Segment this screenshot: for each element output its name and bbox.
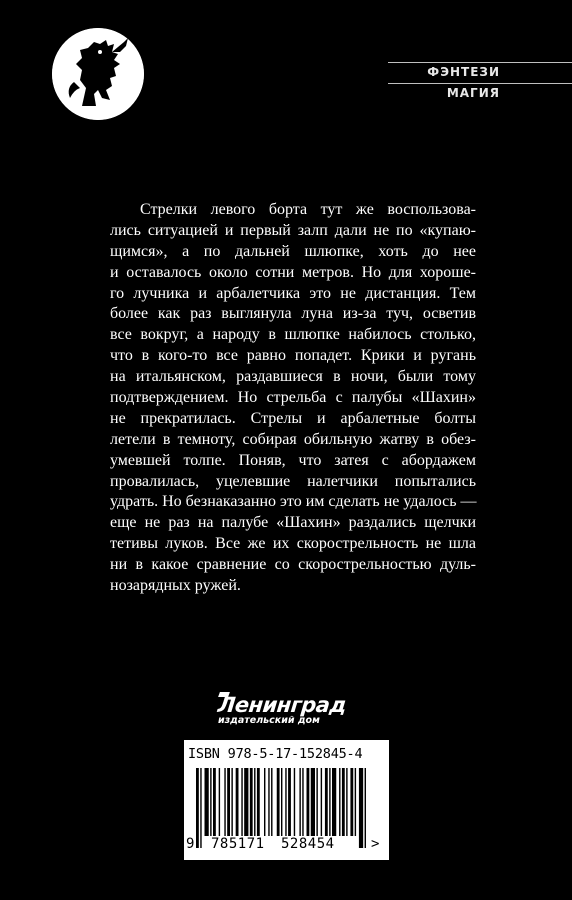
barcode-bar [316, 768, 317, 836]
ean-right-digits: 528454 [281, 836, 335, 852]
barcode-bar [321, 768, 322, 836]
excerpt-line: удрать. Но безнаказанно это им сделать не удалось — [110, 493, 477, 511]
genre-label: МАГИЯ [446, 86, 500, 100]
barcode-bar [355, 768, 356, 836]
excerpt-line: провалилась, уцелевшие налетчики попытались [110, 472, 476, 490]
barcode-bar [359, 768, 363, 848]
book-excerpt [110, 200, 476, 597]
excerpt-line: еще не раз на палубе «Шахин» раздались щелчки [110, 514, 476, 532]
genre-row [388, 62, 572, 83]
barcode-bar [196, 768, 199, 848]
barcode-bar [254, 768, 255, 836]
excerpt-line: все вокруг, а народу в шлюпке набилось столько, [110, 326, 476, 344]
excerpt-line: лись ситуацией и первый залп дали не по «купаю- [110, 221, 476, 239]
isbn-label: ISBN 978-5-17-152845-4 [188, 746, 363, 762]
barcode-bar [329, 768, 330, 836]
isbn-barcode-box [184, 740, 389, 860]
barcode-bar [288, 768, 291, 836]
genre-label: ФЭНТЕЗИ [427, 65, 500, 79]
barcode-bar [299, 768, 300, 836]
barcode-bar [268, 768, 269, 836]
barcode-bar [277, 768, 280, 836]
genre-labels [388, 62, 572, 104]
excerpt-line: тетивы луков. Все же их скорострельность не шла [110, 535, 476, 553]
excerpt-line: летели в темноту, собирая обильную жатву в обез- [110, 430, 476, 448]
barcode-bar [285, 768, 286, 836]
excerpt-line: и оставалось около сотни метров. Но для хороше- [110, 263, 476, 281]
ean-first-digit: 9 [186, 836, 195, 852]
excerpt-line: более как раз выглянула луна из-за туч, осветив [110, 305, 476, 323]
ean-arrow: > [371, 836, 380, 852]
barcode-bar [241, 768, 242, 836]
barcode-bar [339, 768, 340, 836]
series-logo [52, 28, 144, 120]
genre-row [388, 83, 572, 104]
barcode-bar [264, 768, 265, 836]
excerpt-line: Стрелки левого борта тут же воспользова- [140, 201, 476, 218]
excerpt-line: нозарядных ружей. [110, 577, 241, 595]
publisher-name: Ленинград [216, 693, 348, 717]
barcode-bar [257, 768, 260, 836]
excerpt-line: на итальянском, раздавшиеся в ночи, были тому [110, 368, 476, 386]
barcode-bar [219, 768, 220, 836]
barcode-bar [200, 768, 201, 848]
barcode-bar [294, 768, 295, 836]
barcode-bar [365, 768, 366, 848]
barcode-bar [236, 768, 239, 836]
barcode-bar [346, 768, 347, 836]
excerpt-line: не прекратилась. Стрелы и арбалетные болты [110, 409, 476, 427]
barcode-bar [271, 768, 272, 836]
barcode-bar [332, 768, 336, 836]
barcode-bar [205, 768, 209, 836]
publisher-logo [218, 694, 358, 727]
excerpt-line: го лучника и арбалетчика это не дистанция. Тем [110, 284, 476, 302]
barcode-bar [227, 768, 230, 836]
ean-left-digits: 785171 [211, 836, 265, 852]
barcode-bar [213, 768, 216, 836]
excerpt-line: умевшей толпе. Поняв, что затея с абордажем [110, 451, 476, 469]
excerpt-line: ни в какое сравнение со скорострельностью дуль- [110, 556, 476, 574]
barcode-bar [302, 768, 303, 836]
barcode-bar [224, 768, 225, 836]
barcode-bar [244, 768, 248, 836]
barcode-bar [311, 768, 315, 836]
excerpt-line: подтверждением. Но стрельба с палубы «Шахин» [110, 389, 476, 407]
barcode-bar [307, 768, 310, 836]
excerpt-line: щимся», а по дальней шлюпке, хоть до нее [110, 242, 476, 260]
barcode-bar [325, 768, 328, 836]
excerpt-line: что в кого-то все равно попадет. Крики и ругань [110, 347, 476, 365]
barcode-bar [210, 768, 211, 836]
barcode-bar [342, 768, 345, 836]
lion-emblem-icon [52, 28, 144, 120]
publisher-subtitle: издательский дом [218, 715, 320, 726]
barcode-bar [250, 768, 253, 836]
barcode-bar [231, 768, 232, 836]
barcode-bar [350, 768, 353, 836]
